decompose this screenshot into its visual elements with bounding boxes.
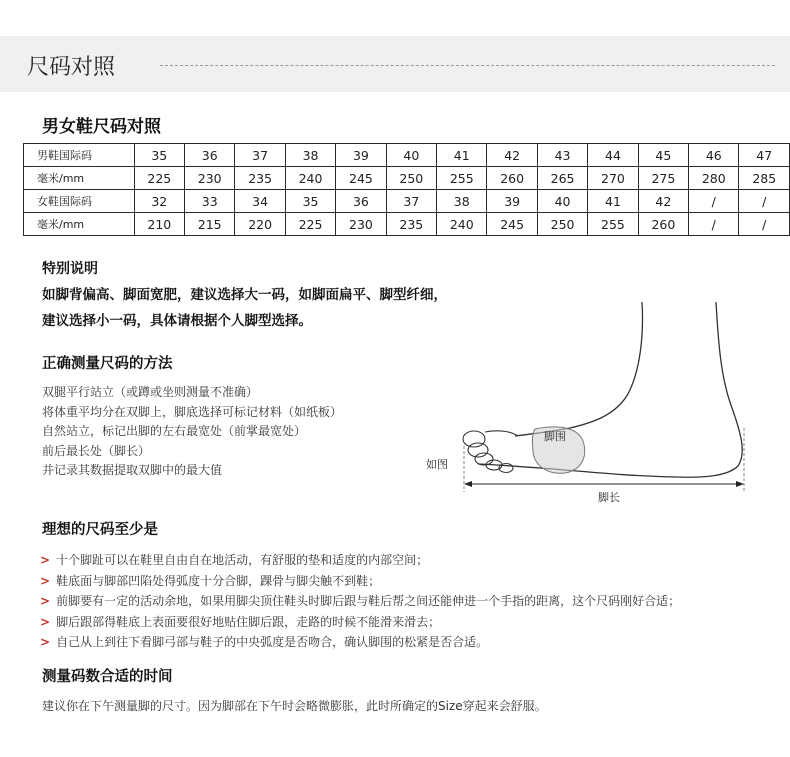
special-notes-heading: 特别说明 [42, 261, 98, 277]
table-cell: 240 [285, 167, 335, 190]
list-item: > 鞋底面与脚部凹陷处得弧度十分合脚，踝骨与脚尖触不到鞋； [40, 573, 381, 588]
table-cell: / [689, 190, 739, 213]
table-cell: 32 [134, 190, 184, 213]
table-cell: 42 [487, 144, 537, 167]
table-cell: 245 [487, 213, 537, 236]
table-cell: 40 [386, 144, 436, 167]
table-cell: 39 [487, 190, 537, 213]
table-cell: 45 [638, 144, 688, 167]
list-item: > 脚后跟部得鞋底上表面要很好地贴住脚后跟，走路的时候不能滑来滑去； [40, 614, 441, 629]
row-label: 男鞋国际码 [24, 144, 135, 167]
ideal-fit-list [40, 550, 680, 653]
measure-step: 双腿平行站立（或蹲或坐则测量不准确） [42, 385, 259, 399]
foot-outline [515, 302, 642, 436]
list-item: > 十个脚趾可以在鞋里自由自在地活动，有舒服的垫和适度的内部空间； [40, 553, 429, 567]
table-cell: 37 [235, 144, 285, 167]
table-cell: 40 [537, 190, 587, 213]
list-item: > 自己从上到往下看脚弓部与鞋子的中央弧度是否吻合，确认脚围的松紧是否合适。 [40, 635, 489, 649]
table-cell: 260 [487, 167, 537, 190]
measure-step: 将体重平均分在双脚上，脚底选择可标记材料（如纸板） [42, 404, 343, 419]
table-cell: 41 [437, 144, 487, 167]
table-cell: 240 [437, 213, 487, 236]
chevron-right-icon: > [40, 614, 51, 629]
table-row [24, 144, 790, 167]
table-cell: 275 [638, 167, 688, 190]
table-cell: 220 [235, 213, 285, 236]
table-cell: 33 [185, 190, 235, 213]
table-cell: 245 [336, 167, 386, 190]
table-cell: 35 [134, 144, 184, 167]
header-divider [160, 65, 775, 66]
table-cell: 225 [134, 167, 184, 190]
table-cell: 37 [386, 190, 436, 213]
measure-step: 自然站立，标记出脚的左右最宽处（前掌最宽处） [42, 424, 307, 438]
table-cell: 38 [437, 190, 487, 213]
special-note-line: 如脚背偏高、脚面宽肥，建议选择大一码，如脚面扁平、脚型纤细， [42, 287, 447, 303]
table-cell: 270 [588, 167, 638, 190]
table-cell: / [739, 213, 790, 236]
size-table-heading: 男女鞋尺码对照 [42, 117, 161, 137]
table-cell: / [739, 190, 790, 213]
table-cell: 47 [739, 144, 790, 167]
row-label: 毫米/mm [24, 167, 135, 190]
table-cell: 255 [588, 213, 638, 236]
table-cell: 36 [336, 190, 386, 213]
measure-step: 并记录其数据提取双脚中的最大值 [42, 463, 223, 477]
table-cell: 39 [336, 144, 386, 167]
special-note-line: 建议选择小一码，具体请根据个人脚型选择。 [42, 313, 312, 329]
table-row [24, 213, 790, 236]
table-cell: 265 [537, 167, 587, 190]
length-arrow-head-left [464, 481, 472, 487]
table-cell: 36 [185, 144, 235, 167]
table-row [24, 190, 790, 213]
table-cell: 34 [235, 190, 285, 213]
measure-time-heading: 测量码数合适的时间 [42, 669, 173, 685]
table-cell: 250 [537, 213, 587, 236]
table-cell: 38 [285, 144, 335, 167]
list-item: > 前脚要有一定的活动余地，如果用脚尖顶住鞋头时脚后跟与鞋后帮之间还能伸进一个手指的距离，这个尺码刚好合适； [40, 594, 681, 608]
row-label: 毫米/mm [24, 213, 135, 236]
page-title: 尺码对照 [27, 55, 116, 80]
table-row [24, 167, 790, 190]
ideal-fit-heading: 理想的尺码至少是 [42, 522, 158, 538]
table-cell: 255 [437, 167, 487, 190]
chevron-right-icon: > [40, 553, 51, 567]
chevron-right-icon: > [40, 635, 51, 649]
measure-method-heading: 正确测量尺码的方法 [42, 356, 173, 372]
measure-step: 前后最长处（脚长） [42, 443, 151, 458]
table-cell: 44 [588, 144, 638, 167]
row-label: 女鞋国际码 [24, 190, 135, 213]
length-label: 脚长 [598, 491, 620, 504]
measure-time-text: 建议你在下午测量脚的尺寸。因为脚部在下午时会略微膨胀，此时所确定的Size穿起来会舒服。 [42, 699, 547, 713]
table-cell: 230 [336, 213, 386, 236]
table-cell: 280 [689, 167, 739, 190]
table-cell: 41 [588, 190, 638, 213]
figure-label: 如图 [426, 458, 448, 471]
header-band [0, 36, 790, 92]
table-cell: 42 [638, 190, 688, 213]
table-cell: 235 [386, 213, 436, 236]
length-arrow-head-right [736, 481, 744, 487]
table-cell: 285 [739, 167, 790, 190]
table-cell: 46 [689, 144, 739, 167]
table-cell: 35 [285, 190, 335, 213]
table-cell: / [689, 213, 739, 236]
table-cell: 235 [235, 167, 285, 190]
table-cell: 225 [285, 213, 335, 236]
foot-diagram [420, 296, 760, 511]
table-cell: 215 [185, 213, 235, 236]
girth-label: 脚围 [544, 430, 566, 443]
heel-outline [478, 302, 742, 477]
table-cell: 250 [386, 167, 436, 190]
chevron-right-icon: > [40, 594, 51, 608]
size-chart-table [23, 143, 790, 236]
table-cell: 260 [638, 213, 688, 236]
table-cell: 210 [134, 213, 184, 236]
measure-steps [42, 383, 342, 481]
table-cell: 43 [537, 144, 587, 167]
chevron-right-icon: > [40, 573, 51, 588]
table-cell: 230 [185, 167, 235, 190]
